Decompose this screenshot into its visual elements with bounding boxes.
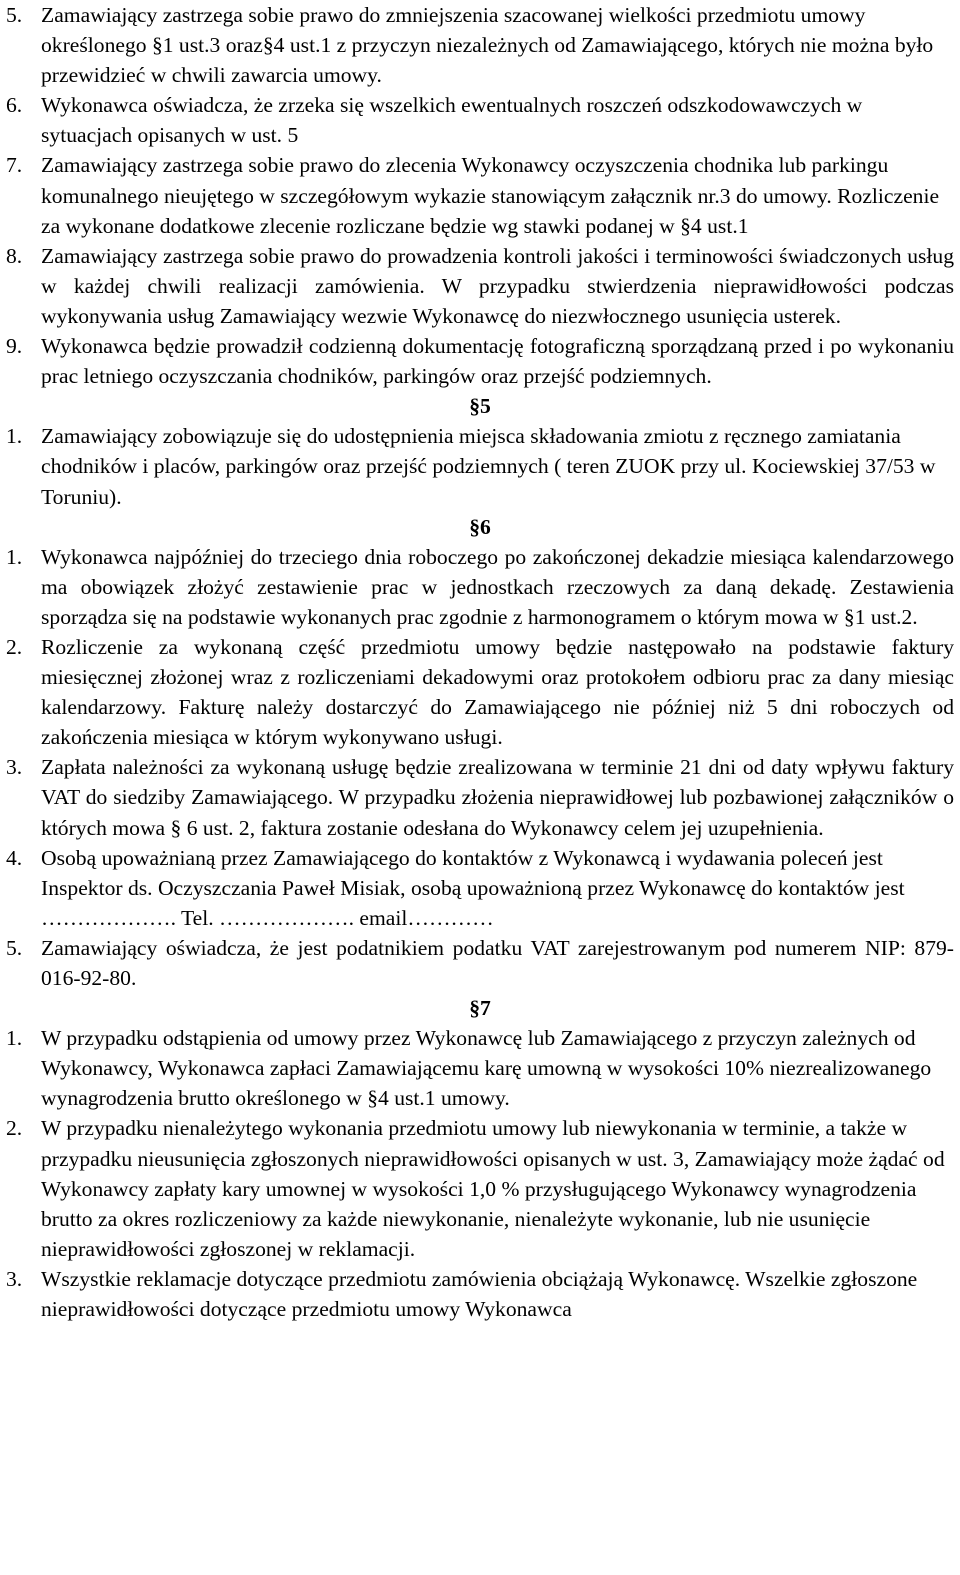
clause-text: Wykonawca najpóźniej do trzeciego dnia roboczego po zakończonej dekadzie miesiąca kalendarzowego ma obowiązek złożyć zestawienie prac w jednostkach rzeczowych za daną dekadę. Zestawienia sporządza się na podstawie wykonanych prac zgodnie z harmonogramem o którym mowa w §1 ust.2.: [41, 544, 954, 629]
clause-number: 1.: [6, 1026, 23, 1051]
clause-text: Osobą upoważnianą przez Zamawiającego do kontaktów z Wykonawcą i wydawania poleceń jest Inspektor ds. Oczyszczania Paweł Misiak, osobą upoważnioną przez Wykonawcę do kontaktów jest ………………. Tel. ………………. email…………: [41, 845, 905, 930]
section-heading-7: §7: [469, 996, 491, 1021]
clause-text: Wykonawca będzie prowadził codzienną dokumentację fotograficzną sporządzaną przed i po wykonaniu prac letniego oczyszczania chodników, parkingów oraz przejść podziemnych.: [41, 334, 954, 389]
clause-7-additional-order: [6, 150, 954, 240]
section-7-clause-1: [6, 1023, 954, 1113]
clause-text: Wszystkie reklamacje dotyczące przedmiotu zamówienia obciążają Wykonawcę. Wszelkie zgłoszone nieprawidłowości dotyczące przedmiotu umowy Wykonawca: [41, 1266, 918, 1322]
clause-text: Zamawiający zastrzega sobie prawo do zlecenia Wykonawcy oczyszczenia chodnika lub parkingu komunalnego nieujętego w szczegółowym wykazie stanowiącym załącznik nr.3 do umowy. Rozliczenie za wykonane dodatkowe zlecenie rozliczane będzie wg stawki podanej w §4 ust.1: [41, 153, 940, 238]
clause-text: Zamawiający zastrzega sobie prawo do prowadzenia kontroli jakości i terminowości świadczonych usług w każdej chwili realizacji zamówienia. W przypadku stwierdzenia nieprawidłowości podczas wykonywania usług Zamawiający wezwie Wykonawcę do niezwłocznego usunięcia usterek.: [41, 243, 954, 328]
clause-text: Zamawiający zobowiązuje się do udostępnienia miejsca składowania zmiotu z ręcznego zamiatania chodników i placów, parkingów oraz przejść podziemnych ( teren ZUOK przy ul. Kociewskiej 37/53 w Toruniu).: [41, 424, 936, 509]
section-7-clause-2: [6, 1113, 954, 1263]
clause-9-photo-documentation: [6, 331, 954, 391]
clause-8-quality-control: [6, 241, 954, 331]
clause-number: 5.: [6, 935, 23, 960]
clause-number: 1.: [6, 424, 23, 449]
clause-text: Zapłata należności za wykonaną usługę będzie zrealizowana w terminie 21 dni od daty wpływu faktury VAT do siedziby Zamawiającego. W przypadku złożenia nieprawidłowej lub pozbawionej załączników o których mowa § 6 ust. 2, faktura zostanie odesłana do Wykonawcy celem jej uzupełnienia.: [41, 755, 954, 840]
clause-number: 7.: [6, 153, 23, 178]
clause-number: 5.: [6, 3, 23, 27]
clause-number: 2.: [6, 634, 23, 659]
section-6-clause-4: [6, 843, 954, 933]
clause-number: 6.: [6, 93, 23, 118]
clause-number: 4.: [6, 845, 23, 870]
clause-text: Zamawiający zastrzega sobie prawo do zmniejszenia szacowanej wielkości przedmiotu umowy określonego §1 ust.3 oraz§4 ust.1 z przyczyn niezależnych od Zamawiającego, których nie można było przewidzieć w chwili zawarcia umowy.: [41, 3, 934, 88]
clause-6-waiver: [6, 90, 954, 150]
clause-text: W przypadku nienależytego wykonania przedmiotu umowy lub niewykonania w terminie, a także w przypadku nieusunięcia zgłoszonych nieprawidłowości opisanych w ust. 3, Zamawiający może żądać od Wykonawcy zapłaty kary umownej w wysokości 1,0 % przysługującego Wykonawcy wynagrodzenia brutto za okres rozliczeniowy za każde niewykonanie, nienależyte wykonanie, lub nie usunięcie nieprawidłowości zgłoszonej w reklamacji.: [41, 1116, 945, 1261]
clause-number: 3.: [6, 1266, 23, 1291]
section-heading-6: §6: [469, 514, 491, 539]
clause-number: 3.: [6, 755, 23, 780]
clause-text: Rozliczenie za wykonaną część przedmiotu umowy będzie następowało na podstawie faktury miesięcznej złożonej wraz z rozliczeniami dekadowymi oraz protokołem odbioru prac za dany miesiąc kalendarzowy. Fakturę należy dostarczyć do Zamawiającego nie później niż 5 dni roboczych od zakończenia miesiąca w którym wykonywano usługi.: [41, 634, 954, 750]
clause-number: 1.: [6, 544, 23, 569]
section-6-clause-3: [6, 752, 954, 842]
section-6-clause-5: [6, 933, 954, 993]
section-6-clause-2: [6, 632, 954, 752]
clause-number: 9.: [6, 334, 23, 359]
clause-number: 2.: [6, 1116, 23, 1141]
section-7-clause-3: [6, 1264, 954, 1324]
clause-text: Zamawiający oświadcza, że jest podatnikiem podatku VAT zarejestrowanym pod numerem NIP: 879-016-92-80.: [41, 935, 954, 990]
clause-5-reduction: [6, 0, 954, 90]
section-heading-5: §5: [469, 394, 491, 419]
clause-number: 8.: [6, 243, 23, 268]
clause-text: Wykonawca oświadcza, że zrzeka się wszelkich ewentualnych roszczeń odszkodowawczych w sytuacjach opisanych w ust. 5: [41, 93, 863, 148]
clause-text: W przypadku odstąpienia od umowy przez Wykonawcę lub Zamawiającego z przyczyn zależnych od Wykonawcy, Wykonawca zapłaci Zamawiającemu karę umowną w wysokości 10% niezrealizowanego wynagrodzenia brutto określonego w §4 ust.1 umowy.: [41, 1026, 932, 1111]
section-5-clause-1: [6, 421, 954, 511]
section-6-clause-1: [6, 542, 954, 632]
